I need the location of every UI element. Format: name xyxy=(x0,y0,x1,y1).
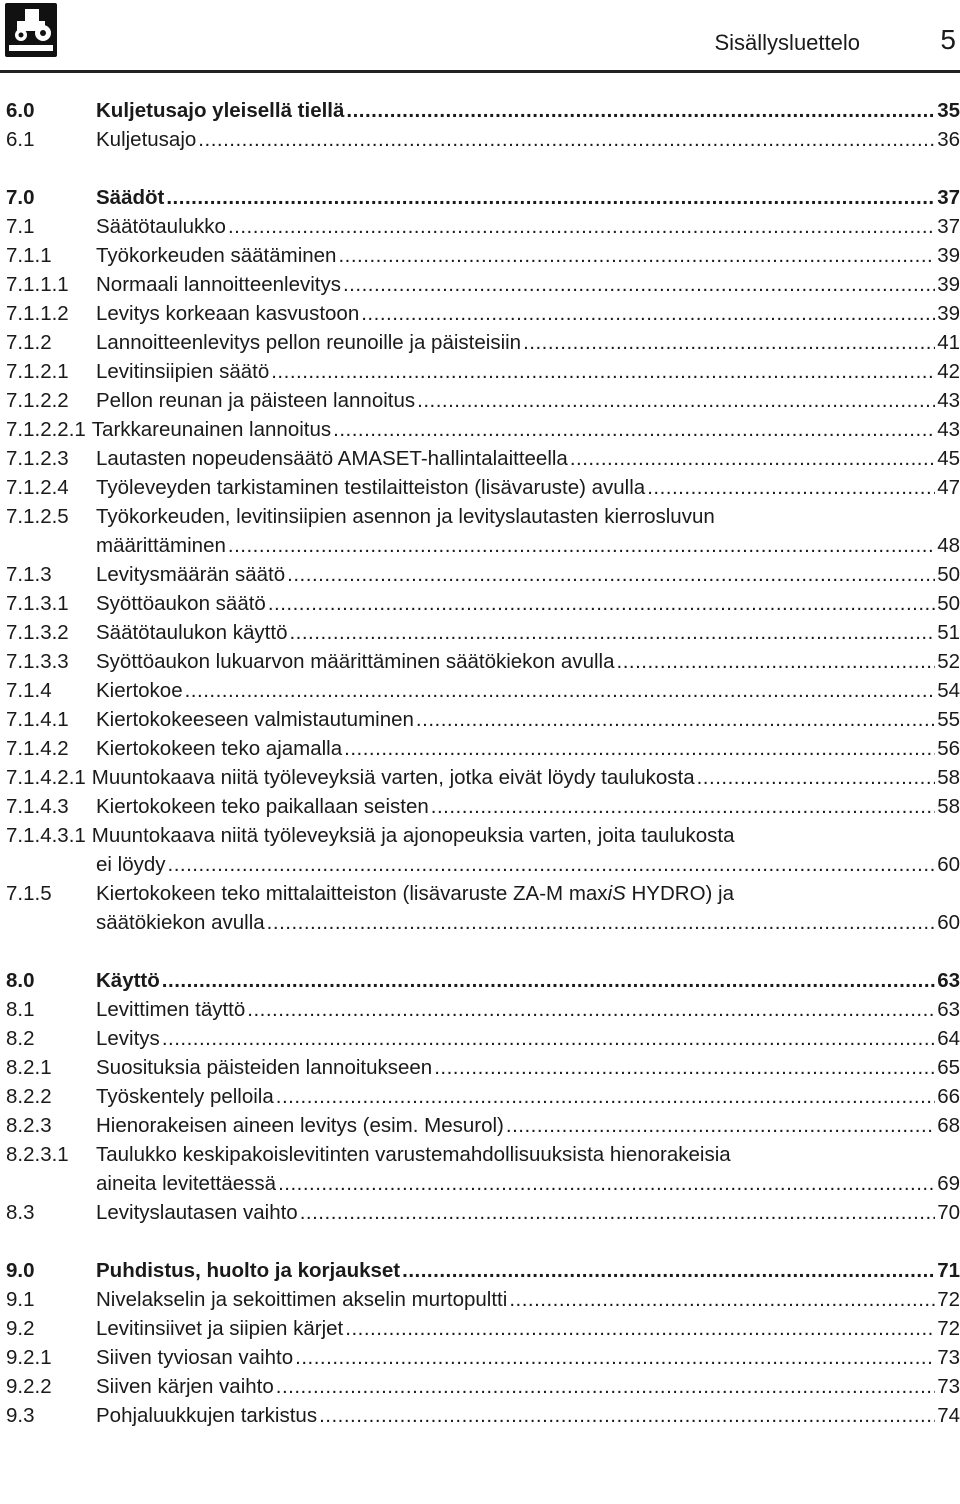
toc-title: Normaali lannoitteenlevitys xyxy=(96,273,341,296)
toc-title: Työskentely pelloila xyxy=(96,1085,274,1108)
toc-title: Kiertokoe xyxy=(96,679,183,702)
dot-leader xyxy=(570,444,935,473)
dot-leader xyxy=(228,212,935,241)
toc-number: 7.1.3.1 xyxy=(6,592,69,615)
section-title: Sisällysluettelo xyxy=(714,30,860,55)
toc-page: 71 xyxy=(937,1259,960,1282)
toc-title: Levitysmäärän säätö xyxy=(96,563,286,586)
toc-entry[interactable] xyxy=(6,763,960,792)
toc-number: 8.2.3.1 xyxy=(6,1143,69,1166)
toc-entry[interactable] xyxy=(6,241,960,270)
toc-entry[interactable] xyxy=(6,618,960,647)
toc-page: 58 xyxy=(937,795,960,818)
toc-title: Kiertokokeen teko paikallaan seisten xyxy=(96,795,429,818)
toc-entry[interactable] xyxy=(6,647,960,676)
dot-leader xyxy=(289,618,935,647)
toc-title: Syöttöaukon säätö xyxy=(96,592,266,615)
toc-page: 43 xyxy=(937,389,960,412)
toc-page: 65 xyxy=(937,1056,960,1079)
toc-page: 39 xyxy=(937,244,960,267)
toc-entry[interactable] xyxy=(6,1082,960,1111)
toc-number: 8.2 xyxy=(6,1027,35,1050)
toc-number: 9.2.1 xyxy=(6,1346,52,1369)
dot-leader xyxy=(416,705,935,734)
toc-entry[interactable] xyxy=(6,821,960,879)
toc-entry[interactable] xyxy=(6,1024,960,1053)
toc-page: 37 xyxy=(937,215,960,238)
toc-page: 60 xyxy=(937,853,960,876)
dot-leader xyxy=(162,1024,935,1053)
dot-leader xyxy=(278,1169,935,1198)
toc-number: 7.1.4.3.1 xyxy=(6,824,86,847)
toc-title: Siiven tyviosan vaihto xyxy=(96,1346,294,1369)
toc-number: 7.1.4.2.1 xyxy=(6,766,86,789)
toc-page: 72 xyxy=(937,1317,960,1340)
toc-title: ei löydy xyxy=(96,853,166,876)
toc-page: 39 xyxy=(937,273,960,296)
toc-entry[interactable] xyxy=(6,502,960,560)
toc-page: 70 xyxy=(937,1201,960,1224)
toc-entry[interactable] xyxy=(6,792,960,821)
dot-leader xyxy=(346,96,935,125)
toc-page: 37 xyxy=(937,186,960,209)
page-number: 5 xyxy=(940,24,956,55)
toc-number: 7.1 xyxy=(6,215,35,238)
toc-title: Työleveyden tarkistaminen testilaitteiston (lisävaruste) avulla xyxy=(96,476,646,499)
toc-entry[interactable] xyxy=(6,1343,960,1372)
toc-title: Syöttöaukon lukuarvon määrittäminen säätökiekon avulla xyxy=(96,650,615,673)
dot-leader xyxy=(697,763,936,792)
toc-title: Säädöt xyxy=(96,186,165,209)
toc-number: 9.2.2 xyxy=(6,1375,52,1398)
toc-entry[interactable] xyxy=(6,1256,960,1285)
dot-leader xyxy=(295,1343,935,1372)
toc-entry[interactable] xyxy=(6,1372,960,1401)
toc-title: Työkorkeuden säätäminen xyxy=(96,244,337,267)
toc-page: 48 xyxy=(937,534,960,557)
toc-number: 6.1 xyxy=(6,128,35,151)
toc-title: Muuntokaava niitä työleveyksiä ja ajonopeuksia varten, joita taulukosta xyxy=(91,824,735,847)
dot-leader xyxy=(617,647,936,676)
dot-leader xyxy=(319,1401,935,1430)
dot-leader xyxy=(228,531,935,560)
dot-leader xyxy=(268,589,935,618)
toc-title: Käyttö xyxy=(96,969,160,992)
dot-leader xyxy=(647,473,935,502)
toc-title: Levitys korkeaan kasvustoon xyxy=(96,302,360,325)
toc-title: Lannoitteenlevitys pellon reunoille ja päisteisiin xyxy=(96,331,522,354)
toc-page: 39 xyxy=(937,302,960,325)
toc-number: 8.2.1 xyxy=(6,1056,52,1079)
toc-title: Suosituksia päisteiden lannoitukseen xyxy=(96,1056,433,1079)
header-divider xyxy=(0,70,960,73)
toc-title: säätökiekon avulla xyxy=(96,911,265,934)
toc-number: 9.1 xyxy=(6,1288,35,1311)
toc-page: 52 xyxy=(937,650,960,673)
toc-number: 7.1.4.2 xyxy=(6,737,69,760)
toc-title: Kiertokokeeseen valmistautuminen xyxy=(96,708,414,731)
toc-entry[interactable] xyxy=(6,995,960,1024)
toc-number: 7.0 xyxy=(6,186,35,209)
dot-leader xyxy=(276,1372,935,1401)
toc-title: Työkorkeuden, levitinsiipien asennon ja levityslautasten kierrosluvun xyxy=(96,505,715,528)
toc-entry[interactable] xyxy=(6,444,960,473)
toc-number: 9.3 xyxy=(6,1404,35,1427)
toc-page: 35 xyxy=(937,99,960,122)
dot-leader xyxy=(247,995,935,1024)
table-of-contents xyxy=(6,96,960,1430)
toc-number: 7.1.1 xyxy=(6,244,52,267)
toc-number: 7.1.1.2 xyxy=(6,302,69,325)
dot-leader xyxy=(198,125,935,154)
toc-page: 45 xyxy=(937,447,960,470)
tractor-logo-icon xyxy=(5,3,57,57)
dot-leader xyxy=(345,1314,935,1343)
toc-page: 63 xyxy=(937,969,960,992)
dot-leader xyxy=(434,1053,935,1082)
toc-title: Kiertokokeen teko ajamalla xyxy=(96,737,343,760)
toc-number: 7.1.5 xyxy=(6,882,52,905)
toc-page: 43 xyxy=(937,418,960,441)
toc-page: 51 xyxy=(937,621,960,644)
toc-title: Levitys xyxy=(96,1027,160,1050)
toc-page: 73 xyxy=(937,1375,960,1398)
toc-number: 7.1.3 xyxy=(6,563,52,586)
toc-number: 8.2.2 xyxy=(6,1085,52,1108)
toc-entry[interactable] xyxy=(6,560,960,589)
toc-title: Pellon reunan ja päisteen lannoitus xyxy=(96,389,416,412)
toc-page: 56 xyxy=(937,737,960,760)
toc-number: 7.1.2 xyxy=(6,331,52,354)
toc-number: 8.1 xyxy=(6,998,35,1021)
toc-title: Taulukko keskipakoislevitinten varustemahdollisuuksista hienorakeisia xyxy=(96,1143,731,1166)
toc-entry[interactable] xyxy=(6,1401,960,1430)
dot-leader xyxy=(162,966,935,995)
toc-title: määrittäminen xyxy=(96,534,226,557)
dot-leader xyxy=(417,386,935,415)
dot-leader xyxy=(185,676,936,705)
toc-entry[interactable] xyxy=(6,183,960,212)
toc-number: 7.1.3.3 xyxy=(6,650,69,673)
toc-entry[interactable] xyxy=(6,96,960,125)
toc-number: 9.2 xyxy=(6,1317,35,1340)
toc-page: 58 xyxy=(937,766,960,789)
toc-page: 36 xyxy=(937,128,960,151)
toc-number: 8.2.3 xyxy=(6,1114,52,1137)
toc-number: 6.0 xyxy=(6,99,35,122)
dot-leader xyxy=(267,908,936,937)
toc-title: Hienorakeisen aineen levitys (esim. Mesurol) xyxy=(96,1114,504,1137)
toc-entry[interactable] xyxy=(6,879,960,937)
dot-leader xyxy=(168,850,936,879)
dot-leader xyxy=(276,1082,935,1111)
toc-number: 7.1.4.1 xyxy=(6,708,69,731)
toc-number: 7.1.2.5 xyxy=(6,505,69,528)
toc-entry[interactable] xyxy=(6,386,960,415)
toc-entry[interactable] xyxy=(6,328,960,357)
dot-leader xyxy=(338,241,935,270)
toc-entry[interactable] xyxy=(6,1140,960,1198)
toc-title: Lautasten nopeudensäätö AMASET-hallintalaitteella xyxy=(96,447,568,470)
dot-leader xyxy=(287,560,935,589)
toc-page: 60 xyxy=(937,911,960,934)
toc-entry[interactable] xyxy=(6,212,960,241)
dot-leader xyxy=(271,357,935,386)
toc-page: 47 xyxy=(937,476,960,499)
toc-number: 7.1.2.1 xyxy=(6,360,69,383)
toc-entry[interactable] xyxy=(6,473,960,502)
toc-entry[interactable] xyxy=(6,589,960,618)
toc-page: 63 xyxy=(937,998,960,1021)
toc-entry[interactable] xyxy=(6,676,960,705)
dot-leader xyxy=(509,1285,935,1314)
toc-title: Siiven kärjen vaihto xyxy=(96,1375,274,1398)
toc-entry[interactable] xyxy=(6,1285,960,1314)
dot-leader xyxy=(343,270,935,299)
toc-number: 7.1.4.3 xyxy=(6,795,69,818)
toc-entry[interactable] xyxy=(6,1198,960,1227)
toc-number: 7.1.2.2 xyxy=(6,389,69,412)
toc-title: Levityslautasen vaihto xyxy=(96,1201,298,1224)
toc-entry[interactable] xyxy=(6,966,960,995)
toc-title: Tarkkareunainen lannoitus xyxy=(91,418,332,441)
dot-leader xyxy=(166,183,935,212)
toc-number: 7.1.1.1 xyxy=(6,273,69,296)
toc-page: 73 xyxy=(937,1346,960,1369)
toc-title: Muuntokaava niitä työleveyksiä varten, jotka eivät löydy taulukosta xyxy=(91,766,695,789)
toc-number: 8.0 xyxy=(6,969,35,992)
toc-entry[interactable] xyxy=(6,1314,960,1343)
toc-page: 69 xyxy=(937,1172,960,1195)
dot-leader xyxy=(361,299,935,328)
toc-title: Kiertokokeen teko mittalaitteiston (lisävaruste ZA-M maxiS HYDRO) ja xyxy=(96,882,735,905)
toc-page: 55 xyxy=(937,708,960,731)
dot-leader xyxy=(431,792,935,821)
dot-leader xyxy=(300,1198,935,1227)
toc-page: 54 xyxy=(937,679,960,702)
toc-page: 50 xyxy=(937,592,960,615)
toc-title: Kuljetusajo xyxy=(96,128,197,151)
toc-page: 72 xyxy=(937,1288,960,1311)
toc-title: Puhdistus, huolto ja korjaukset xyxy=(96,1259,401,1282)
dot-leader xyxy=(506,1111,935,1140)
toc-entry[interactable] xyxy=(6,705,960,734)
toc-number: 7.1.4 xyxy=(6,679,52,702)
toc-title: aineita levitettäessä xyxy=(96,1172,277,1195)
toc-page: 68 xyxy=(937,1114,960,1137)
dot-leader xyxy=(402,1256,935,1285)
toc-entry[interactable] xyxy=(6,357,960,386)
toc-entry[interactable] xyxy=(6,299,960,328)
dot-leader xyxy=(333,415,935,444)
toc-page: 64 xyxy=(937,1027,960,1050)
toc-title: Levitinsiipien säätö xyxy=(96,360,270,383)
toc-number: 8.3 xyxy=(6,1201,35,1224)
toc-page: 50 xyxy=(937,563,960,586)
toc-title: Kuljetusajo yleisellä tiellä xyxy=(96,99,345,122)
toc-entry[interactable] xyxy=(6,415,960,444)
toc-entry[interactable] xyxy=(6,1053,960,1082)
toc-entry[interactable] xyxy=(6,270,960,299)
toc-title: Pohjaluukkujen tarkistus xyxy=(96,1404,318,1427)
toc-title: Levitinsiivet ja siipien kärjet xyxy=(96,1317,344,1340)
toc-entry[interactable] xyxy=(6,1111,960,1140)
toc-title: Säätötaulukon käyttö xyxy=(96,621,288,644)
toc-entry[interactable] xyxy=(6,125,960,154)
toc-number: 7.1.2.4 xyxy=(6,476,69,499)
toc-number: 7.1.2.2.1 xyxy=(6,418,86,441)
toc-page: 66 xyxy=(937,1085,960,1108)
dot-leader xyxy=(344,734,935,763)
toc-page: 42 xyxy=(937,360,960,383)
toc-number: 9.0 xyxy=(6,1259,35,1282)
toc-page: 74 xyxy=(937,1404,960,1427)
toc-number: 7.1.2.3 xyxy=(6,447,69,470)
toc-title: Säätötaulukko xyxy=(96,215,226,238)
dot-leader xyxy=(523,328,935,357)
toc-entry[interactable] xyxy=(6,734,960,763)
toc-title: Nivelakselin ja sekoittimen akselin murtopultti xyxy=(96,1288,508,1311)
toc-number: 7.1.3.2 xyxy=(6,621,69,644)
toc-page: 41 xyxy=(937,331,960,354)
amazone-logo xyxy=(5,3,57,57)
toc-title: Levittimen täyttö xyxy=(96,998,246,1021)
